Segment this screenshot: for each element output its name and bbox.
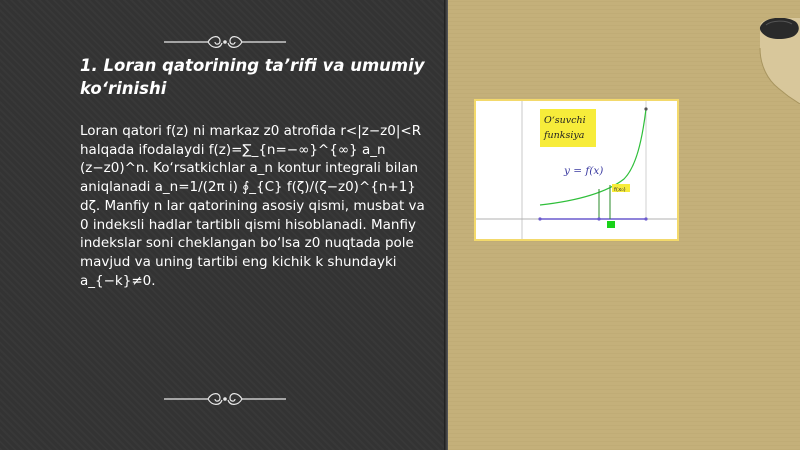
curve-label: y = f(x): [564, 165, 604, 177]
label-line-2: funksiya: [544, 130, 585, 141]
axis-point: [644, 217, 647, 220]
label-line-1: O‘suvchi: [544, 115, 586, 126]
point-label: f(x₀): [614, 187, 626, 193]
curve-end-point: [644, 107, 647, 110]
panel-divider: [444, 0, 448, 450]
ornament-divider-bottom-icon: [160, 390, 290, 408]
ornament-divider-top-icon: [160, 33, 290, 51]
point-marker: [607, 221, 615, 228]
slide-title: 1. Loran qatorining ta’rifi va umumiy ko‘rinishi: [80, 56, 425, 98]
axis-point: [538, 217, 541, 220]
page-curl-icon: [758, 18, 800, 104]
axis-point: [597, 217, 600, 220]
function-graph-figure: [474, 99, 679, 241]
slide-body-text: Loran qatori f(z) ni markaz z0 atrofida r<|z−z0|<R halqada ifodalaydi f(z)=∑_{n=−∞}^{∞} a_n (z−z0)^n. Ko‘rsatkichlar a_n kontur integrali bilan aniqlanadi a_n=1/(2π i) ∮_{C} f(ζ)/(ζ−z0)^{n+1} dζ. Manfiy n lar qatorining asosiy qismi, musbat va 0 indeksli hadlar tartibli qismi hisoblanadi. Manfiy indekslar soni cheklangan bo‘lsa z0 nuqtada pole mavjud va uning tartibi eng kichik k shundayki a_{−k}≠0.: [80, 123, 425, 289]
